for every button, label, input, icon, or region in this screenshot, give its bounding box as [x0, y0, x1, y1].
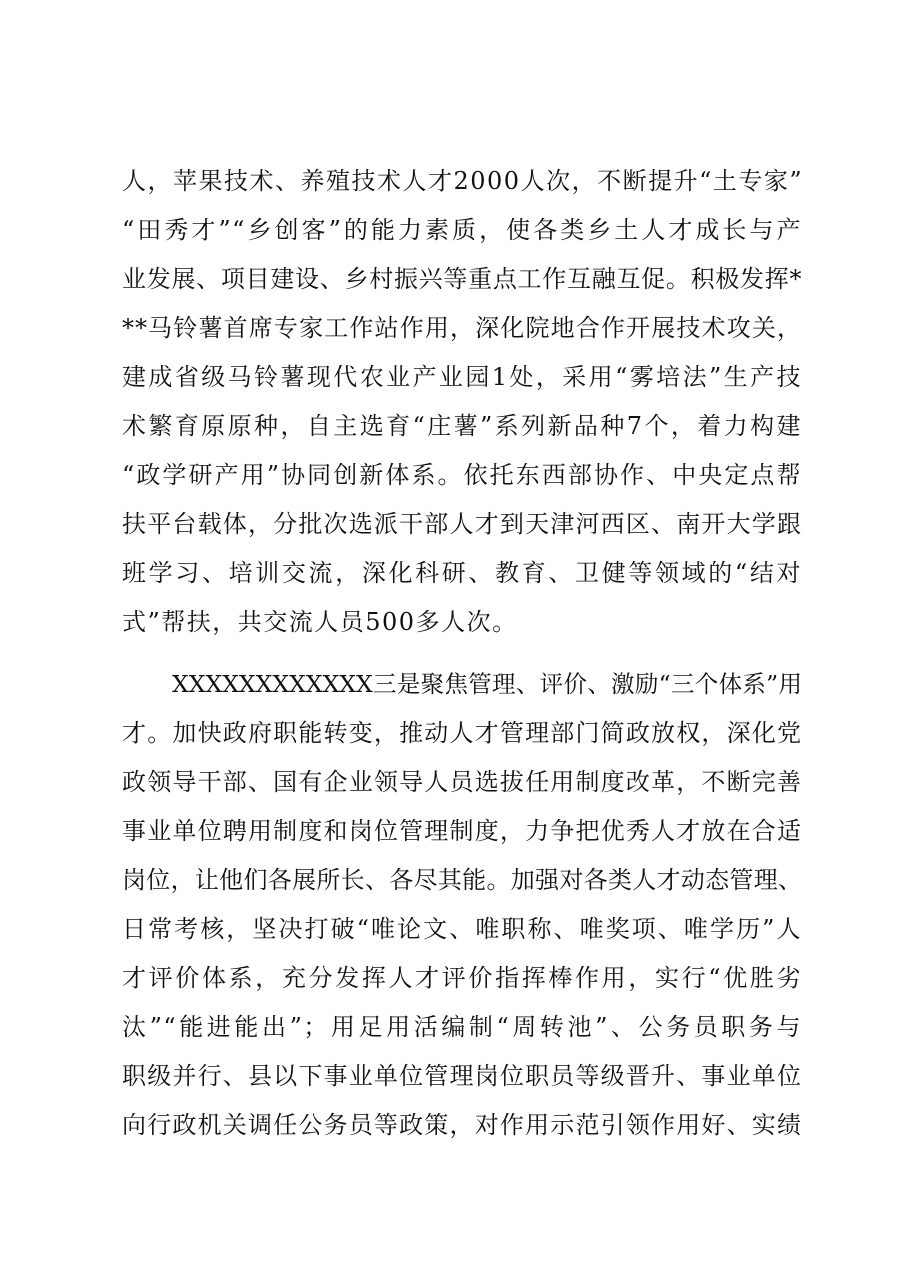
- paragraph-line: 岗位，让他们各展所长、各尽其能。加强对各类人才动态管理、: [122, 866, 802, 894]
- paragraph-line: 建成省级马铃薯现代农业产业园1处，采用“雾培法”生产技: [122, 363, 802, 391]
- paragraph-line: 汰”“能进能出”；用足用活编制“周转池”、公务员职务与: [122, 1013, 802, 1041]
- paragraph-line: 职级并行、县以下事业单位管理岗位职员等级晋升、事业单位: [122, 1062, 802, 1090]
- paragraph-line: “政学研产用”协同创新体系。依托东西部协作、中央定点帮: [122, 461, 802, 489]
- paragraph-line: 业发展、项目建设、乡村振兴等重点工作互融互促。积极发挥*: [122, 265, 802, 293]
- paragraph-line: 向行政机关调任公务员等政策，对作用示范引领作用好、实绩: [122, 1111, 802, 1139]
- paragraph-line: 才评价体系，充分发挥人才评价指挥棒作用，实行“优胜劣: [122, 964, 802, 992]
- paragraph-line: 人，苹果技术、养殖技术人才2000人次，不断提升“土专家”: [122, 167, 804, 195]
- paragraph-line: 才。加快政府职能转变，推动人才管理部门简政放权，深化党: [122, 719, 802, 747]
- paragraph-line: XXXXXXXXXXXX三是聚焦管理、评价、激励“三个体系”用: [172, 670, 802, 698]
- paragraph-spacer: [122, 647, 802, 660]
- paragraph-line: 事业单位聘用制度和岗位管理制度，力争把优秀人才放在合适: [122, 817, 802, 845]
- paragraph-line: 式”帮扶，共交流人员500多人次。: [122, 608, 518, 636]
- paragraph-line: 日常考核，坚决打破“唯论文、唯职称、唯奖项、唯学历”人: [122, 915, 802, 943]
- paragraph-line: **马铃薯首席专家工作站作用，深化院地合作开展技术攻关，: [122, 314, 802, 342]
- paragraph-line: “田秀才”“乡创客”的能力素质，使各类乡土人才成长与产: [122, 216, 802, 244]
- paragraph-1: [122, 157, 802, 647]
- paragraph-line: 术繁育原原种，自主选育“庄薯”系列新品种7个，着力构建: [122, 412, 802, 440]
- paragraph-line: 政领导干部、国有企业领导人员选拔任用制度改革，不断完善: [122, 768, 802, 796]
- document-body: [122, 157, 802, 1150]
- paragraph-line: 扶平台载体，分批次选派干部人才到天津河西区、南开大学跟: [122, 510, 802, 538]
- paragraph-line: 班学习、培训交流，深化科研、教育、卫健等领域的“结对: [122, 559, 802, 587]
- paragraph-2: [122, 660, 802, 1150]
